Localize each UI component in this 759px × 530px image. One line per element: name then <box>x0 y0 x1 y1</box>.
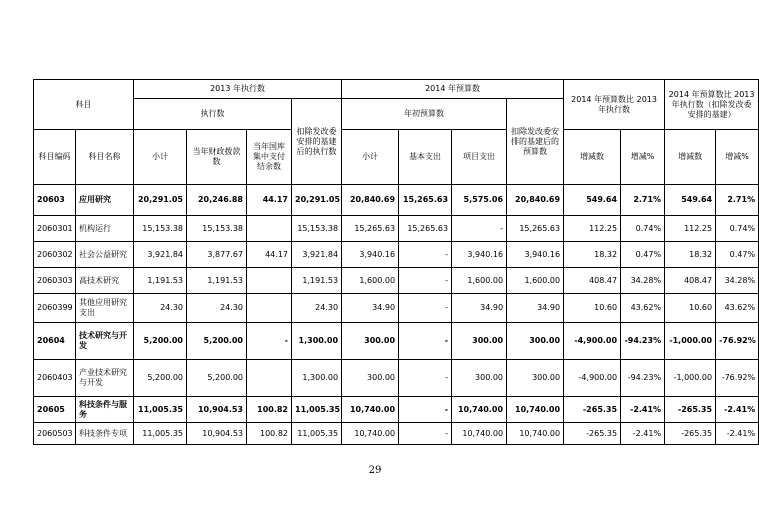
row-value: 0.74% <box>621 216 665 242</box>
row-value: 34.90 <box>452 294 507 323</box>
row-value: 15,265.63 <box>399 216 452 242</box>
table-row <box>34 185 759 216</box>
row-value: -2.41% <box>621 397 665 423</box>
row-value: - <box>247 323 292 360</box>
row-name: 技术研究与开发 <box>76 323 134 360</box>
row-value: 10.60 <box>665 294 716 323</box>
table-body <box>34 185 759 445</box>
row-name: 社会公益研究 <box>76 242 134 268</box>
row-name: 机构运行 <box>76 216 134 242</box>
row-value: 1,191.53 <box>187 268 247 294</box>
row-value: 100.82 <box>247 397 292 423</box>
header-basic: 基本支出 <box>399 130 452 185</box>
row-value: -1,000.00 <box>665 323 716 360</box>
row-value: 24.30 <box>187 294 247 323</box>
header-percent-1: 增减% <box>621 130 665 185</box>
row-code: 20604 <box>34 323 76 360</box>
row-value: 11,005.35 <box>292 423 342 445</box>
row-code: 2060403 <box>34 360 76 397</box>
row-value: 112.25 <box>564 216 621 242</box>
row-value: 5,200.00 <box>187 323 247 360</box>
row-value: 300.00 <box>342 360 399 397</box>
row-value: 300.00 <box>452 323 507 360</box>
row-value: 300.00 <box>507 360 564 397</box>
row-value: -94.23% <box>621 360 665 397</box>
row-value: 549.64 <box>564 185 621 216</box>
row-value <box>247 360 292 397</box>
row-code: 20605 <box>34 397 76 423</box>
row-value: 24.30 <box>292 294 342 323</box>
header-central: 当年国库集中支付结余数 <box>247 130 292 185</box>
row-value: 24.30 <box>134 294 187 323</box>
row-value: 10,740.00 <box>342 397 399 423</box>
header-subject: 科目 <box>34 80 134 130</box>
row-value: - <box>399 268 452 294</box>
row-value: -265.35 <box>665 397 716 423</box>
row-value: 3,940.16 <box>507 242 564 268</box>
row-value: - <box>452 216 507 242</box>
row-value: 10.60 <box>564 294 621 323</box>
row-value: 2.71% <box>621 185 665 216</box>
header-percent-2: 增减% <box>716 130 759 185</box>
row-name: 高技术研究 <box>76 268 134 294</box>
row-value: 20,840.69 <box>342 185 399 216</box>
row-value: 1,191.53 <box>134 268 187 294</box>
row-code: 2060301 <box>34 216 76 242</box>
table-row <box>34 423 759 445</box>
row-value: 10,904.53 <box>187 423 247 445</box>
row-value: 44.17 <box>247 185 292 216</box>
row-name: 科技条件与服务 <box>76 397 134 423</box>
table-row <box>34 360 759 397</box>
row-value: - <box>399 294 452 323</box>
row-value: 1,300.00 <box>292 323 342 360</box>
header-name: 科目名称 <box>76 130 134 185</box>
row-name: 其他应用研究支出 <box>76 294 134 323</box>
header-budget-initial: 年初预算数 <box>342 99 507 130</box>
row-value: -4,900.00 <box>564 323 621 360</box>
row-value: 15,265.63 <box>342 216 399 242</box>
row-name: 应用研究 <box>76 185 134 216</box>
header-exec-total: 执行数 <box>134 99 292 130</box>
row-value: 20,291.05 <box>134 185 187 216</box>
table-row <box>34 397 759 423</box>
row-code: 20603 <box>34 185 76 216</box>
budget-table <box>33 79 759 445</box>
header-compare-1: 2014 年预算数比 2013 年执行数 <box>564 80 665 130</box>
row-value: -76.92% <box>716 360 759 397</box>
row-value: 11,005.35 <box>134 397 187 423</box>
row-value: 3,921.84 <box>134 242 187 268</box>
row-value: -265.35 <box>665 423 716 445</box>
header-code: 科目编码 <box>34 130 76 185</box>
row-value: 0.47% <box>621 242 665 268</box>
row-value: -265.35 <box>564 397 621 423</box>
row-code: 2060302 <box>34 242 76 268</box>
table-row <box>34 323 759 360</box>
row-code: 2060399 <box>34 294 76 323</box>
row-value: 10,740.00 <box>507 423 564 445</box>
row-value: - <box>399 423 452 445</box>
page-number: 29 <box>368 465 382 476</box>
row-value: - <box>399 397 452 423</box>
header-budget-excl: 扣除发改委安排的基建后的预算数 <box>507 99 564 185</box>
header-exec-excl: 扣除发改委安排的基建后的执行数 <box>292 99 342 185</box>
row-value: 1,300.00 <box>292 360 342 397</box>
row-value: 1,600.00 <box>507 268 564 294</box>
table-row <box>34 268 759 294</box>
table-row <box>34 294 759 323</box>
row-code: 2060303 <box>34 268 76 294</box>
row-value: 11,005.35 <box>134 423 187 445</box>
row-value <box>247 268 292 294</box>
row-value: 15,265.63 <box>507 216 564 242</box>
row-value: -2.41% <box>621 423 665 445</box>
row-value: 11,005.35 <box>292 397 342 423</box>
row-value: 18.32 <box>665 242 716 268</box>
row-value: 0.74% <box>716 216 759 242</box>
row-value: -2.41% <box>716 397 759 423</box>
row-value: 20,246.88 <box>187 185 247 216</box>
row-value: 34.28% <box>716 268 759 294</box>
row-value: -2.41% <box>716 423 759 445</box>
row-code: 2060503 <box>34 423 76 445</box>
row-value: 5,200.00 <box>134 360 187 397</box>
table-row <box>34 216 759 242</box>
header-exec-2013: 2013 年执行数 <box>134 80 342 99</box>
row-value: 34.28% <box>621 268 665 294</box>
row-value: 408.47 <box>665 268 716 294</box>
row-value <box>247 294 292 323</box>
row-value: 3,940.16 <box>452 242 507 268</box>
row-value: 408.47 <box>564 268 621 294</box>
row-value: 34.90 <box>342 294 399 323</box>
row-value: 5,575.06 <box>452 185 507 216</box>
row-value: 300.00 <box>342 323 399 360</box>
row-value: -1,000.00 <box>665 360 716 397</box>
header-increase-1: 增减数 <box>564 130 621 185</box>
row-value: 10,740.00 <box>507 397 564 423</box>
header-fiscal: 当年财政拨款数 <box>187 130 247 185</box>
header-subtotal-2014: 小计 <box>342 130 399 185</box>
row-value: 3,940.16 <box>342 242 399 268</box>
row-value: 300.00 <box>507 323 564 360</box>
row-value: 549.64 <box>665 185 716 216</box>
row-value: -94.23% <box>621 323 665 360</box>
row-value: 5,200.00 <box>187 360 247 397</box>
row-value: 10,904.53 <box>187 397 247 423</box>
row-value: 20,840.69 <box>507 185 564 216</box>
row-value: - <box>399 360 452 397</box>
row-value: 5,200.00 <box>134 323 187 360</box>
header-increase-2: 增减数 <box>665 130 716 185</box>
row-value: 15,153.38 <box>187 216 247 242</box>
row-value: 3,877.67 <box>187 242 247 268</box>
row-value: 10,740.00 <box>452 397 507 423</box>
row-value: - <box>399 242 452 268</box>
row-value: 15,153.38 <box>292 216 342 242</box>
row-value: 18.32 <box>564 242 621 268</box>
row-value: 1,600.00 <box>452 268 507 294</box>
row-value: 0.47% <box>716 242 759 268</box>
row-value: 10,740.00 <box>452 423 507 445</box>
row-value: - <box>399 323 452 360</box>
row-value: 1,191.53 <box>292 268 342 294</box>
header-subtotal: 小计 <box>134 130 187 185</box>
row-value: -4,900.00 <box>564 360 621 397</box>
row-value: 34.90 <box>507 294 564 323</box>
row-value: 3,921.84 <box>292 242 342 268</box>
row-value: -76.92% <box>716 323 759 360</box>
row-value: 10,740.00 <box>342 423 399 445</box>
row-value: -265.35 <box>564 423 621 445</box>
row-value: 43.62% <box>621 294 665 323</box>
row-value: 300.00 <box>452 360 507 397</box>
table-row <box>34 242 759 268</box>
header-project: 项目支出 <box>452 130 507 185</box>
header-budget-2014: 2014 年预算数 <box>342 80 564 99</box>
row-value <box>247 216 292 242</box>
row-value: 112.25 <box>665 216 716 242</box>
row-value: 44.17 <box>247 242 292 268</box>
row-value: 1,600.00 <box>342 268 399 294</box>
row-value: 100.82 <box>247 423 292 445</box>
header-compare-2: 2014 年预算数比 2013 年执行数（扣除发改委安排的基建） <box>665 80 759 130</box>
row-value: 43.62% <box>716 294 759 323</box>
row-value: 15,265.63 <box>399 185 452 216</box>
row-value: 20,291.05 <box>292 185 342 216</box>
row-value: 2.71% <box>716 185 759 216</box>
row-value: 15,153.38 <box>134 216 187 242</box>
row-name: 科技条件专项 <box>76 423 134 445</box>
row-name: 产业技术研究与开发 <box>76 360 134 397</box>
